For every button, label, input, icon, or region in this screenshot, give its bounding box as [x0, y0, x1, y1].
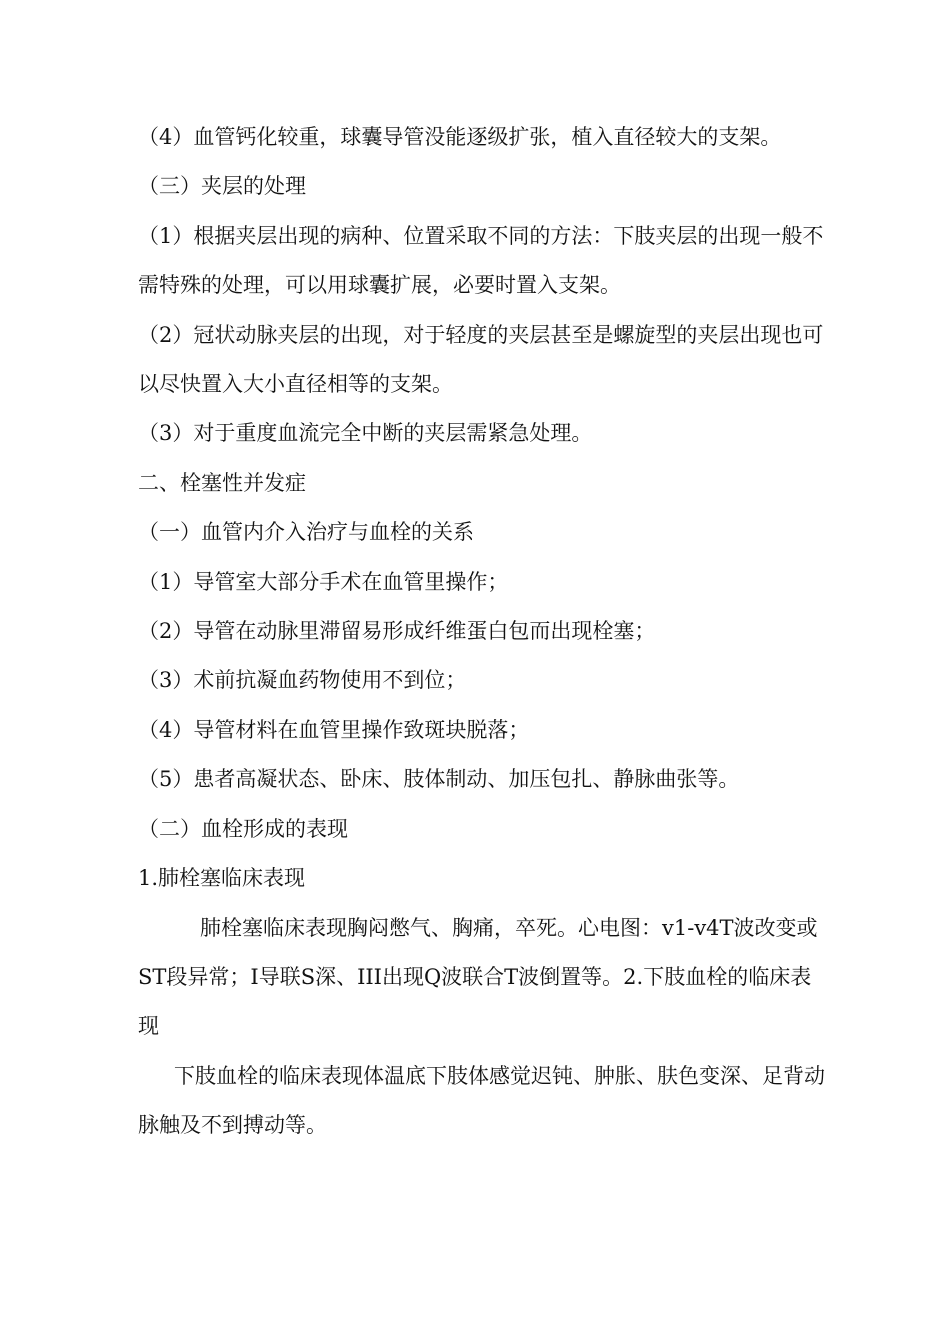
- list-item-4: （4）导管材料在血管里操作致斑块脱落；: [138, 717, 530, 742]
- list-item-3: （3）术前抗凝血药物使用不到位；: [138, 668, 467, 693]
- paragraph-coronary-dissection: （2）冠状动脉夹层的出现，对于轻度的夹层甚至是螺旋型的夹层出现也可以尽快置入大小直径相等的支架。: [138, 322, 824, 397]
- paragraph-severe-dissection: （3）对于重度血流完全中断的夹层需紧急处理。: [138, 421, 593, 446]
- paragraph-lower-limb-thrombus: 下肢血栓的临床表现体温底下肢体感觉迟钝、肿胀、肤色变深、足背动脉触及不到搏动等。: [138, 1063, 825, 1138]
- paragraph-vessel-calcification: （4）血管钙化较重，球囊导管没能逐级扩张，植入直径较大的支架。: [138, 125, 782, 149]
- list-item-5: （5）患者高凝状态、卧床、肢体制动、加压包扎、静脉曲张等。: [138, 767, 740, 792]
- list-item-2: （2）导管在动脉里滞留易形成纤维蛋白包而出现栓塞；: [138, 619, 656, 644]
- heading-embolic-complications: 二、栓塞性并发症: [138, 470, 306, 495]
- list-item-1: （1）导管室大部分手术在血管里操作；: [138, 569, 509, 594]
- heading-thrombus-manifestation: （二）血栓形成的表现: [138, 816, 348, 841]
- document-body: [138, 113, 828, 1151]
- paragraph-dissection-method: （1）根据夹层出现的病种、位置采取不同的方法：下肢夹层的出现一般不需特殊的处理，可以用球囊扩展，必要时置入支架。: [138, 223, 824, 298]
- paragraph-pulmonary-embolism: 肺栓塞临床表现胸闷憋气、胸痛，卒死。心电图：v1-v4T波改变或ST段异常；I导联S深、III出现Q波联合T波倒置等。2.下肢血栓的临床表现: [138, 915, 818, 1039]
- heading-pulmonary-embolism: 1.肺栓塞临床表现: [138, 866, 306, 891]
- heading-thrombus-relation: （一）血管内介入治疗与血栓的关系: [138, 520, 474, 545]
- heading-dissection-treatment: （三）夹层的处理: [138, 174, 306, 199]
